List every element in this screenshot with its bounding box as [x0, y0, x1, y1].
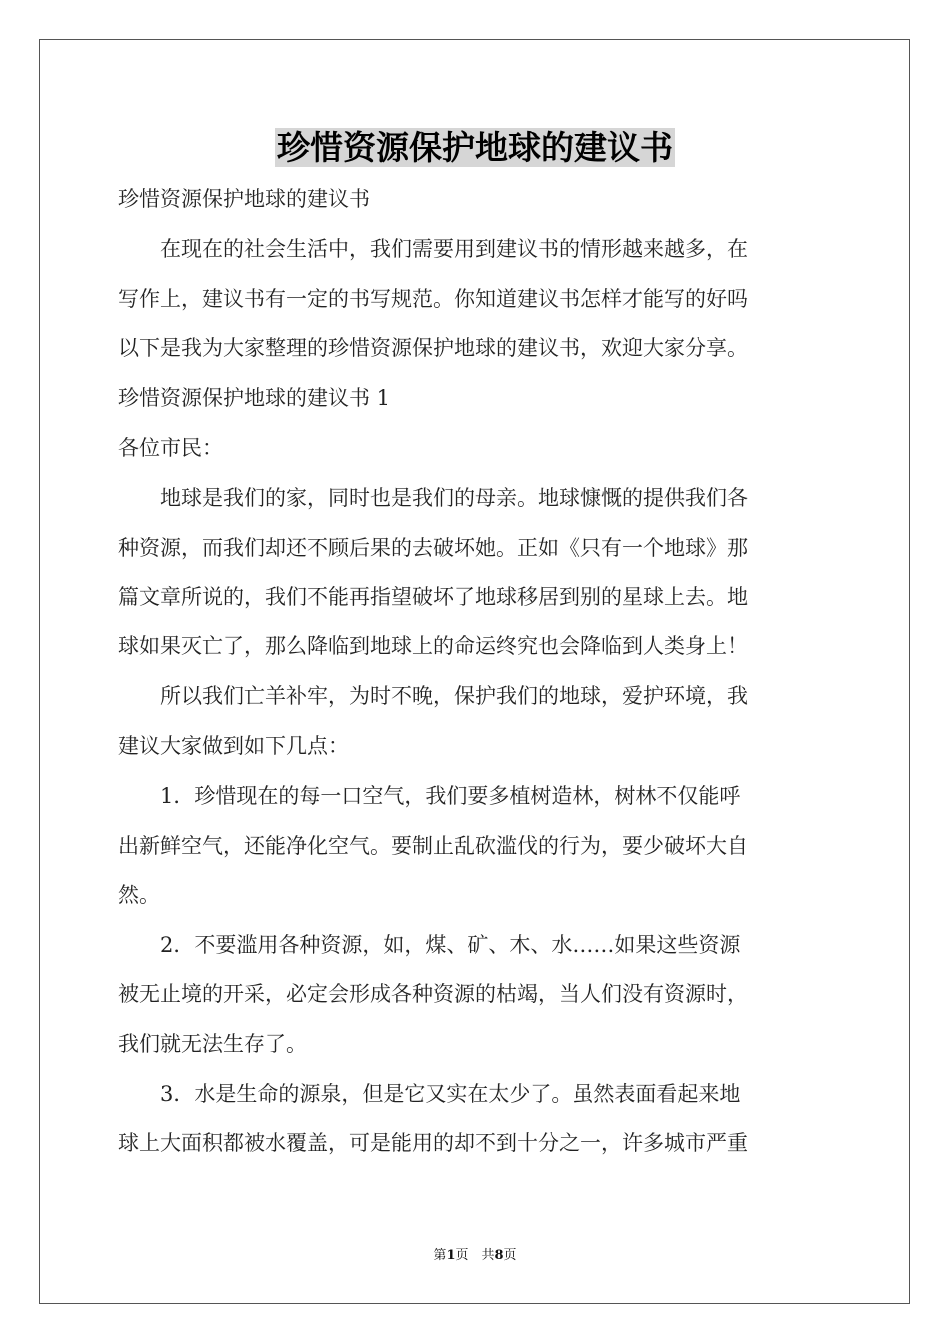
body-line: 3．水是生命的源泉，但是它又实在太少了。虽然表面看起来地 — [118, 1082, 741, 1106]
body-line: 篇文章所说的，我们不能再指望破坏了地球移居到别的星球上去。地 — [118, 585, 748, 609]
body-line: 1．珍惜现在的每一口空气，我们要多植树造林，树林不仅能呼 — [118, 784, 741, 808]
body-line: 种资源，而我们却还不顾后果的去破坏她。正如《只有一个地球》那 — [118, 536, 748, 560]
body-line: 2．不要滥用各种资源，如，煤、矿、木、水……如果这些资源 — [118, 933, 741, 957]
document-title-text: 珍惜资源保护地球的建议书 — [277, 128, 673, 167]
body-line: 然。 — [118, 883, 160, 907]
body-line: 被无止境的开采，必定会形成各种资源的枯竭，当人们没有资源时， — [118, 982, 748, 1006]
footer-prefix: 第 — [433, 1248, 447, 1263]
section-heading: 珍惜资源保护地球的建议书 1 — [118, 386, 391, 410]
document-title — [0, 126, 950, 170]
body-line: 以下是我为大家整理的珍惜资源保护地球的建议书，欢迎大家分享。 — [118, 336, 748, 360]
page-border — [39, 39, 910, 1304]
body-line: 球上大面积都被水覆盖，可是能用的却不到十分之一，许多城市严重 — [118, 1131, 748, 1155]
body-line: 我们就无法生存了。 — [118, 1032, 307, 1056]
body-line: 在现在的社会生活中，我们需要用到建议书的情形越来越多，在 — [118, 237, 748, 261]
footer-total-pages: 8 — [494, 1248, 504, 1263]
body-line: 珍惜资源保护地球的建议书 — [118, 187, 370, 211]
page-footer — [0, 1244, 950, 1263]
body-line: 出新鲜空气，还能净化空气。要制止乱砍滥伐的行为，要少破坏大自 — [118, 834, 748, 858]
body-line: 地球是我们的家，同时也是我们的母亲。地球慷慨的提供我们各 — [118, 486, 748, 510]
body-line: 写作上，建议书有一定的书写规范。你知道建议书怎样才能写的好吗 — [118, 287, 748, 311]
body-line: 建议大家做到如下几点： — [118, 734, 349, 758]
body-line: 球如果灭亡了，那么降临到地球上的命运终究也会降临到人类身上！ — [118, 634, 748, 658]
footer-page-label: 页 共 — [455, 1248, 495, 1263]
body-line: 所以我们亡羊补牢，为时不晚，保护我们的地球，爱护环境，我 — [118, 684, 748, 708]
footer-suffix: 页 — [503, 1248, 517, 1263]
salutation: 各位市民： — [118, 436, 223, 460]
footer-page-number: 1 — [446, 1248, 456, 1263]
